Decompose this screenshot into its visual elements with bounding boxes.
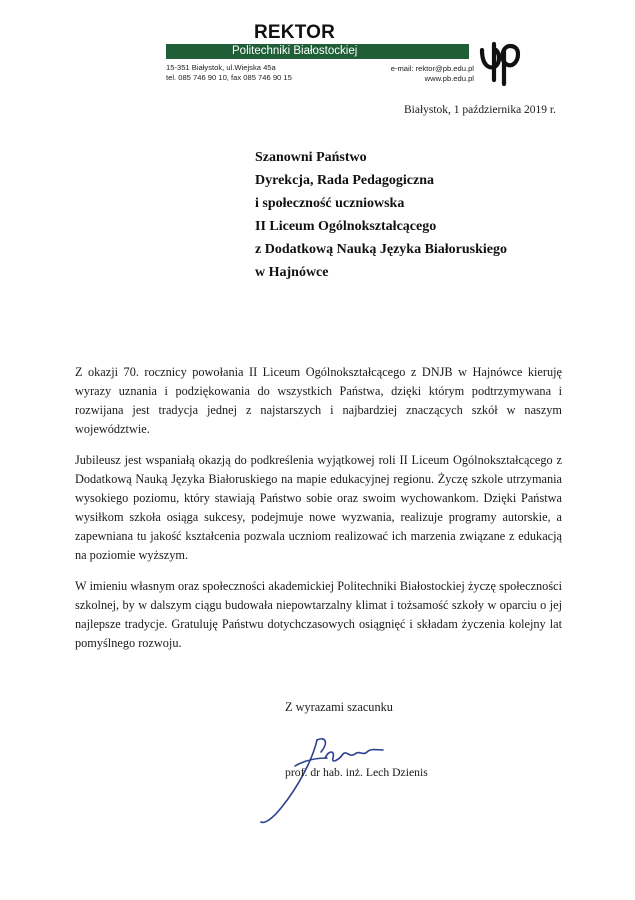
addressee-line: i społeczność uczniowska <box>255 196 405 211</box>
body-paragraph: Jubileusz jest wspaniałą okazją do podkreślenia wyjątkowej roli II Liceum Ogólnokształcącego z Dodatkową Nauką Języka Białoruskiego na mapie edukacyjnej regionu. Życzę szkole utrzymania wysokiego poziomu, który stawiają Państwo sobie oraz swoim wychowankom. Dzięki Państwa wysiłkom szkoła osiąga sukcesy, podejmuje nowe wyzwania, realizuje programy autorskie, a zapewniana tu jakość kształcenia pozwala uczniom realizować ich marzenia związane z edukacją na poziomie wyższym. <box>75 453 562 562</box>
addressee-line: z Dodatkową Nauką Języka Białoruskiego <box>255 242 508 257</box>
letterhead-address: 15-351 Białystok, ul.Wiejska 45a <box>166 63 276 72</box>
letterhead-subtitle: Politechniki Białostockiej <box>232 45 358 57</box>
university-logo-icon <box>474 36 534 96</box>
letterhead-phone: tel. 085 746 90 10, fax 085 746 90 15 <box>166 73 292 82</box>
closing-phrase: Z wyrazami szacunku <box>285 700 393 714</box>
addressee-line: w Hajnówce <box>255 265 329 280</box>
letterhead-website: www.pb.edu.pl <box>424 74 474 83</box>
addressee-line: Dyrekcja, Rada Pedagogiczna <box>255 173 434 188</box>
body-paragraph: W imieniu własnym oraz społeczności akademickiej Politechniki Białostockiej życzę społeczności szkolnej, by w dalszym ciągu budowała niepowtarzalny klimat i tożsamość szkoły w oparciu o jej najlepsze tradycje. Gratuluję Państwu dotychczasowych osiągnięć i składam życzenia kolejny lat pomyślnego rozwoju. <box>75 579 562 650</box>
letterhead-email: e-mail: rektor@pb.edu.pl <box>390 64 474 73</box>
addressee-line: Szanowni Państwo <box>255 150 367 165</box>
addressee-line: II Liceum Ogólnokształcącego <box>255 219 437 234</box>
letterhead-title: REKTOR <box>254 22 336 43</box>
letter-body <box>75 363 562 665</box>
signatory-name: prof. dr hab. inż. Lech Dzienis <box>285 766 428 779</box>
addressee-block <box>255 146 507 284</box>
letter-date: Białystok, 1 października 2019 r. <box>403 104 556 116</box>
body-paragraph: Z okazji 70. rocznicy powołania II Liceum Ogólnokształcącego z DNJB w Hajnówce kieruję wyrazy uznania i podziękowania do wszystkich Państwa, dzięki którym podtrzymywana i rozwijana jest tradycja jednej z najstarszych i najbardziej znaczących szkół w naszym województwie. <box>75 365 562 436</box>
